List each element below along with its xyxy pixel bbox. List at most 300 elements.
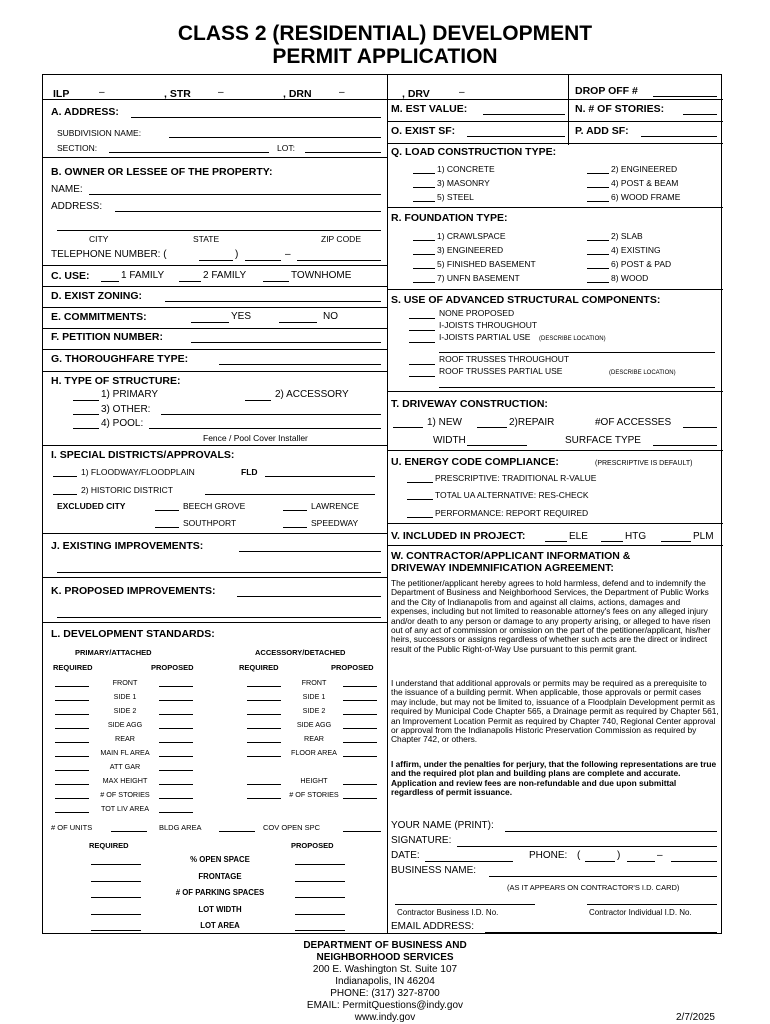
lot-standard-required-field[interactable] — [91, 914, 141, 915]
row-divider — [43, 349, 387, 350]
fld-label: FLD — [241, 467, 258, 477]
total-ua-label: TOTAL UA ALTERNATIVE: RES-CHECK — [435, 490, 589, 500]
townhome-label: TOWNHOME — [291, 270, 352, 281]
primary-proposed-header: PROPOSED — [151, 663, 194, 672]
foundation-type-label: 3) ENGINEERED — [437, 245, 504, 255]
load-type-label: 3) MASONRY — [437, 178, 490, 188]
ijoists-partial-check[interactable] — [409, 342, 435, 343]
accessory-standard-label: HEIGHT — [300, 776, 328, 785]
row-divider — [387, 143, 723, 144]
bottom-proposed-header: PROPOSED — [291, 841, 334, 850]
foundation-type-label: 2) SLAB — [611, 231, 643, 241]
roof-throughout-label: ROOF TRUSSES THROUGHOUT — [439, 354, 570, 364]
petition-label: F. PETITION NUMBER: — [51, 331, 163, 343]
petition-field[interactable] — [191, 342, 381, 343]
lot-standard-proposed-field[interactable] — [295, 897, 345, 898]
department-footer — [0, 940, 770, 1024]
driveway-repair-label: 2)REPAIR — [509, 417, 555, 428]
accessory-proposed-field[interactable] — [343, 742, 377, 743]
load-type-label: 1) CONCRETE — [437, 164, 495, 174]
performance-check[interactable] — [407, 517, 433, 518]
ijoists-partial-label: I-JOISTS PARTIAL USE — [439, 332, 531, 342]
primary-required-field[interactable] — [55, 756, 89, 757]
phone-area-field[interactable] — [585, 861, 615, 862]
existing-improvements-field[interactable] — [239, 551, 381, 552]
date-field[interactable] — [425, 861, 513, 862]
primary-attached-header: PRIMARY/ATTACHED — [75, 648, 152, 657]
address-label: A. ADDRESS: — [51, 106, 119, 118]
driveway-label: T. DRIVEWAY CONSTRUCTION: — [391, 398, 548, 410]
existing-improvements-label: J. EXISTING IMPROVEMENTS: — [51, 540, 204, 552]
approvals-paragraph: I understand that additional approvals or permits may be required as a prerequisite to the issuance of a building permit. When applicable, those approvals or permit cases may include, but may not be limited to, issuance of a Floodplain Development permit as required by Municipal Code Chapter 565, a Drainage permit as required by Chapter 561, an Improvement Location Permit as required by Chapter 740, Regional Center approval or approval from the Indianapolis Historic Preservation Commission as required by Chapter 742, or others. — [391, 678, 719, 745]
roof-location-field[interactable] — [439, 387, 715, 388]
accessory-check[interactable] — [245, 400, 271, 401]
two-family-check[interactable] — [179, 281, 201, 282]
lot-standard-label: LOT WIDTH — [198, 904, 242, 914]
accessory-standard-label: SIDE 1 — [302, 692, 326, 701]
htg-label: HTG — [625, 531, 647, 542]
primary-required-header: REQUIRED — [53, 663, 93, 672]
driveway-repair-check[interactable] — [477, 427, 507, 428]
row-divider — [43, 533, 387, 534]
lot-standard-required-field[interactable] — [91, 881, 141, 882]
primary-required-field[interactable] — [55, 700, 89, 701]
row-divider — [43, 445, 387, 446]
accessory-standard-label: FLOOR AREA — [291, 748, 337, 757]
row-divider — [43, 307, 387, 308]
roof-throughout-check[interactable] — [409, 364, 435, 365]
load-type-check[interactable] — [587, 201, 609, 202]
your-name-label: YOUR NAME (PRINT): — [391, 820, 494, 831]
primary-proposed-field[interactable] — [159, 756, 193, 757]
lawrence-label: LAWRENCE — [311, 501, 359, 511]
lawrence-check[interactable] — [283, 510, 307, 511]
phone-open: ( — [577, 850, 581, 861]
thoroughfare-field[interactable] — [219, 364, 381, 365]
email-label: EMAIL ADDRESS: — [391, 921, 474, 932]
telephone-label: TELEPHONE NUMBER: ( — [51, 249, 167, 260]
stories-field[interactable] — [683, 114, 717, 115]
lot-standard-label: LOT AREA — [200, 921, 240, 930]
foundation-type-label: 5) FINISHED BASEMENT — [437, 259, 536, 269]
address-field[interactable] — [131, 117, 381, 118]
row-divider — [43, 371, 387, 372]
business-name-label: BUSINESS NAME: — [391, 865, 477, 876]
roof-partial-label: ROOF TRUSSES PARTIAL USE — [439, 366, 563, 376]
drv-label: , DRV — [402, 88, 430, 100]
accessory-proposed-header: PROPOSED — [331, 663, 374, 672]
owner-label: B. OWNER OR LESSEE OF THE PROPERTY: — [51, 166, 273, 178]
add-sf-label: P. ADD SF: — [575, 125, 629, 137]
revision-date: 2/7/2025 — [676, 1012, 715, 1023]
department-address-1: 200 E. Washington St. Suite 107 — [312, 964, 458, 975]
accessory-required-field[interactable] — [247, 784, 281, 785]
row-divider — [387, 121, 723, 122]
phone-close: ) — [617, 850, 621, 861]
contractor-individual-id-field[interactable] — [587, 904, 717, 905]
none-proposed-label: NONE PROPOSED — [439, 308, 515, 318]
accessory-standard-label: FRONT — [301, 678, 327, 687]
driveway-new-label: 1) NEW — [427, 417, 462, 428]
development-standards-label: L. DEVELOPMENT STANDARDS: — [51, 628, 215, 640]
contractor-individual-id-label: Contractor Individual I.D. No. — [589, 908, 692, 917]
commitments-no-label: NO — [323, 311, 338, 322]
primary-proposed-field[interactable] — [159, 784, 193, 785]
load-type-label: 2) ENGINEERED — [611, 164, 678, 174]
section-field[interactable] — [109, 152, 269, 153]
primary-standard-label: FRONT — [112, 678, 138, 687]
lot-standard-required-field[interactable] — [91, 897, 141, 898]
title-line-1: CLASS 2 (RESIDENTIAL) DEVELOPMENT — [177, 22, 593, 45]
ijoists-throughout-check[interactable] — [409, 330, 435, 331]
row-divider — [43, 328, 387, 329]
foundation-type-label: 7) UNFN BASEMENT — [437, 273, 520, 283]
row-divider — [43, 157, 387, 158]
your-name-field[interactable] — [505, 831, 717, 832]
drop-off-label: DROP OFF # — [575, 85, 638, 97]
existing-improvements-field-2[interactable] — [57, 572, 381, 573]
surface-type-field[interactable] — [653, 445, 717, 446]
included-label: V. INCLUDED IN PROJECT: — [391, 530, 526, 542]
load-type-check[interactable] — [413, 187, 435, 188]
accessory-proposed-field[interactable] — [343, 686, 377, 687]
lot-label: LOT: — [277, 143, 295, 153]
lot-standard-required-field[interactable] — [91, 930, 141, 931]
foundation-type-check[interactable] — [413, 282, 435, 283]
lot-standard-proposed-field[interactable] — [295, 864, 345, 865]
beech-grove-label: BEECH GROVE — [183, 501, 246, 511]
load-construction-label: Q. LOAD CONSTRUCTION TYPE: — [391, 146, 557, 158]
foundation-type-check[interactable] — [587, 254, 609, 255]
row-divider — [43, 577, 387, 578]
accessory-required-field[interactable] — [247, 742, 281, 743]
primary-standard-label: TOT LIV AREA — [100, 804, 150, 813]
roof-partial-check[interactable] — [409, 376, 435, 377]
speedway-label: SPEEDWAY — [311, 518, 359, 528]
accessory-required-field[interactable] — [247, 700, 281, 701]
accessory-proposed-field[interactable] — [343, 728, 377, 729]
accessory-proposed-field[interactable] — [343, 784, 377, 785]
foundation-type-check[interactable] — [587, 268, 609, 269]
owner-address-label: ADDRESS: — [51, 201, 103, 212]
owner-address-field[interactable] — [115, 211, 381, 212]
primary-label: 1) PRIMARY — [101, 389, 159, 400]
email-field[interactable] — [485, 932, 717, 933]
plm-label: PLM — [693, 531, 714, 542]
signature-field[interactable] — [457, 846, 717, 847]
title-line-2: PERMIT APPLICATION — [272, 45, 498, 68]
accessory-required-field[interactable] — [247, 714, 281, 715]
department-email[interactable]: EMAIL: PermitQuestions@indy.gov — [306, 1000, 464, 1011]
as-appears-note: (AS IT APPEARS ON CONTRACTOR'S I.D. CARD) — [507, 883, 680, 892]
proposed-improvements-label: K. PROPOSED IMPROVEMENTS: — [51, 585, 216, 597]
zoning-field[interactable] — [165, 301, 381, 302]
accessory-proposed-field[interactable] — [343, 756, 377, 757]
lot-standard-label: # OF PARKING SPACES — [175, 888, 265, 897]
one-family-label: 1 FAMILY — [121, 270, 165, 281]
accessory-proposed-field[interactable] — [343, 714, 377, 715]
load-type-check[interactable] — [587, 173, 609, 174]
none-proposed-check[interactable] — [409, 318, 435, 319]
signature-label: SIGNATURE: — [391, 835, 452, 846]
telephone-dash: – — [285, 249, 291, 260]
primary-required-field[interactable] — [55, 770, 89, 771]
telephone-line-field[interactable] — [297, 260, 381, 261]
row-divider — [43, 286, 387, 287]
drv-dash: – — [459, 87, 465, 98]
excluded-city-label: EXCLUDED CITY — [57, 501, 126, 511]
primary-standard-label: REAR — [115, 734, 135, 743]
department-name-1: DEPARTMENT OF BUSINESS AND — [303, 940, 467, 951]
primary-proposed-field[interactable] — [159, 798, 193, 799]
ijoists-describe-note: (DESCRIBE LOCATION) — [539, 336, 606, 342]
foundation-type-label: R. FOUNDATION TYPE: — [391, 212, 508, 224]
roof-describe-note: (DESCRIBE LOCATION) — [609, 370, 676, 376]
load-type-check[interactable] — [587, 187, 609, 188]
commitments-yes-label: YES — [231, 311, 252, 322]
primary-standard-label: SIDE AGG — [107, 720, 143, 729]
est-value-field[interactable] — [483, 114, 565, 115]
telephone-area-field[interactable] — [199, 260, 233, 261]
units-field[interactable] — [111, 831, 147, 832]
units-label: # OF UNITS — [51, 823, 93, 832]
lot-standard-proposed-field[interactable] — [295, 914, 345, 915]
cell-divider — [568, 99, 569, 145]
foundation-type-check[interactable] — [587, 240, 609, 241]
surface-type-label: SURFACE TYPE — [565, 435, 641, 446]
primary-required-field[interactable] — [55, 798, 89, 799]
historic-check[interactable] — [53, 494, 77, 495]
structural-components-label: S. USE OF ADVANCED STRUCTURAL COMPONENTS: — [391, 294, 661, 306]
subdivision-label: SUBDIVISION NAME: — [57, 128, 142, 138]
historic-field[interactable] — [205, 494, 375, 495]
use-label: C. USE: — [51, 270, 90, 282]
accessory-proposed-field[interactable] — [343, 798, 377, 799]
special-districts-label: I. SPECIAL DISTRICTS/APPROVALS: — [51, 449, 235, 461]
primary-standard-label: SIDE 2 — [113, 706, 137, 715]
department-phone: PHONE: (317) 327-8700 — [330, 988, 440, 999]
phone-dash: – — [657, 850, 663, 861]
primary-required-field[interactable] — [55, 742, 89, 743]
htg-check[interactable] — [601, 541, 623, 542]
southport-label: SOUTHPORT — [183, 518, 237, 528]
drn-dash: – — [339, 87, 345, 98]
cov-open-label: COV OPEN SPC — [263, 823, 321, 832]
row-divider — [387, 391, 723, 392]
lot-standard-proposed-field[interactable] — [295, 881, 345, 882]
primary-proposed-field[interactable] — [159, 686, 193, 687]
phone-line-field[interactable] — [671, 861, 717, 862]
primary-standard-label: MAX HEIGHT — [102, 776, 148, 785]
accesses-label: #OF ACCESSES — [595, 417, 672, 428]
fence-installer-label: Fence / Pool Cover Installer — [203, 433, 308, 443]
other-field[interactable] — [161, 414, 381, 415]
commitments-no-check[interactable] — [279, 322, 317, 323]
fld-field[interactable] — [265, 476, 375, 477]
primary-required-field[interactable] — [55, 728, 89, 729]
load-type-label: 4) POST & BEAM — [611, 178, 679, 188]
bottom-required-header: REQUIRED — [89, 841, 129, 850]
department-website[interactable]: www.indy.gov — [354, 1012, 416, 1023]
lot-standard-label: FRONTAGE — [198, 871, 242, 881]
pool-label: 4) POOL: — [101, 418, 144, 429]
foundation-type-check[interactable] — [587, 282, 609, 283]
primary-required-field[interactable] — [55, 714, 89, 715]
column-divider — [387, 75, 388, 933]
bldg-area-label: BLDG AREA — [159, 823, 202, 832]
thoroughfare-label: G. THOROUGHFARE TYPE: — [51, 353, 189, 365]
beech-grove-check[interactable] — [155, 510, 179, 511]
load-type-check[interactable] — [413, 201, 435, 202]
section-label: SECTION: — [57, 143, 98, 153]
foundation-type-label: 8) WOOD — [611, 273, 649, 283]
row-divider — [387, 523, 723, 524]
primary-standard-label: SIDE 1 — [113, 692, 137, 701]
historic-label: 2) HISTORIC DISTRICT — [81, 485, 173, 495]
zip-label: ZIP CODE — [321, 234, 361, 244]
row-divider — [43, 265, 387, 266]
ele-label: ELE — [569, 531, 588, 542]
primary-required-field[interactable] — [55, 686, 89, 687]
row-divider — [43, 99, 387, 100]
primary-proposed-field[interactable] — [159, 812, 193, 813]
two-family-label: 2 FAMILY — [203, 270, 247, 281]
accessory-required-field[interactable] — [247, 728, 281, 729]
str-label: , STR — [164, 88, 191, 100]
row-divider — [43, 622, 387, 623]
driveway-width-label: WIDTH — [433, 435, 466, 446]
cov-open-field[interactable] — [343, 831, 381, 832]
contractor-business-id-field[interactable] — [395, 904, 535, 905]
pool-field[interactable] — [149, 428, 381, 429]
one-family-check[interactable] — [101, 281, 119, 282]
ilp-label: ILP — [53, 88, 70, 100]
total-ua-check[interactable] — [407, 499, 433, 500]
townhome-check[interactable] — [263, 281, 289, 282]
city-label: CITY — [89, 234, 109, 244]
business-name-field[interactable] — [489, 876, 717, 877]
floodway-check[interactable] — [53, 476, 77, 477]
load-type-check[interactable] — [413, 173, 435, 174]
proposed-improvements-field-2[interactable] — [57, 617, 381, 618]
commitments-label: E. COMMITMENTS: — [51, 311, 147, 323]
driveway-width-field[interactable] — [467, 445, 527, 446]
page-title — [0, 22, 770, 68]
primary-proposed-field[interactable] — [159, 742, 193, 743]
driveway-new-check[interactable] — [393, 427, 423, 428]
telephone-close: ) — [235, 249, 239, 260]
primary-check[interactable] — [73, 400, 99, 401]
prescriptive-check[interactable] — [407, 482, 433, 483]
exist-sf-label: O. EXIST SF: — [391, 125, 456, 137]
accessory-required-field[interactable] — [247, 756, 281, 757]
foundation-type-label: 1) CRAWLSPACE — [437, 231, 506, 241]
subdivision-field[interactable] — [169, 137, 381, 138]
telephone-prefix-field[interactable] — [245, 260, 281, 261]
primary-proposed-field[interactable] — [159, 714, 193, 715]
accesses-field[interactable] — [683, 427, 717, 428]
plm-check[interactable] — [661, 541, 691, 542]
contractor-title-2: DRIVEWAY INDEMNIFICATION AGREEMENT: — [391, 562, 614, 574]
lot-field[interactable] — [305, 152, 381, 153]
row-divider — [387, 450, 723, 451]
floodway-label: 1) FLOODWAY/FLOODPLAIN — [81, 467, 195, 477]
prescriptive-label: PRESCRIPTIVE: TRADITIONAL R-VALUE — [435, 473, 597, 483]
name-label: NAME: — [51, 184, 83, 195]
accessory-detached-header: ACCESSORY/DETACHED — [255, 648, 346, 657]
load-type-label: 6) WOOD FRAME — [611, 192, 681, 202]
contractor-title-1: W. CONTRACTOR/APPLICANT INFORMATION & — [391, 550, 631, 562]
foundation-type-check[interactable] — [413, 240, 435, 241]
primary-proposed-field[interactable] — [159, 770, 193, 771]
lot-standard-proposed-field[interactable] — [295, 930, 345, 931]
str-dash: – — [218, 87, 224, 98]
bldg-area-field[interactable] — [219, 831, 255, 832]
speedway-check[interactable] — [283, 527, 307, 528]
est-value-label: M. EST VALUE: — [391, 103, 468, 115]
owner-name-field[interactable] — [89, 194, 381, 195]
stories-label: N. # OF STORIES: — [575, 103, 665, 115]
primary-required-field[interactable] — [55, 812, 89, 813]
accessory-proposed-field[interactable] — [343, 700, 377, 701]
phone-label: PHONE: — [529, 850, 568, 861]
contractor-business-id-label: Contractor Business I.D. No. — [397, 908, 499, 917]
other-label: 3) OTHER: — [101, 404, 151, 415]
accessory-required-header: REQUIRED — [239, 663, 279, 672]
proposed-improvements-field[interactable] — [237, 596, 381, 597]
energy-default-note: (PRESCRIPTIVE IS DEFAULT) — [595, 460, 693, 467]
primary-proposed-field[interactable] — [159, 728, 193, 729]
accessory-label: 2) ACCESSORY — [275, 389, 349, 400]
primary-standard-label: MAIN FL AREA — [100, 748, 150, 757]
exist-sf-field[interactable] — [467, 136, 565, 137]
foundation-type-label: 6) POST & PAD — [611, 259, 672, 269]
row-divider — [387, 289, 723, 290]
drn-label: , DRN — [283, 88, 312, 100]
foundation-type-check[interactable] — [413, 268, 435, 269]
lot-standard-label: % OPEN SPACE — [190, 855, 250, 864]
ilp-dash: – — [99, 87, 105, 98]
ijoists-throughout-label: I-JOISTS THROUGHOUT — [439, 320, 538, 330]
add-sf-field[interactable] — [641, 136, 717, 137]
accessory-required-field[interactable] — [247, 686, 281, 687]
row-divider — [387, 545, 723, 546]
southport-check[interactable] — [155, 527, 179, 528]
accessory-required-field[interactable] — [247, 798, 281, 799]
lot-standard-required-field[interactable] — [91, 864, 141, 865]
row-divider — [387, 207, 723, 208]
commitments-yes-check[interactable] — [191, 322, 229, 323]
energy-code-label: U. ENERGY CODE COMPLIANCE: — [391, 456, 559, 468]
primary-proposed-field[interactable] — [159, 700, 193, 701]
permit-form — [42, 74, 722, 934]
owner-city-field[interactable] — [57, 230, 381, 231]
pool-check[interactable] — [73, 428, 99, 429]
row-divider — [387, 99, 723, 100]
drop-off-field[interactable] — [653, 96, 717, 97]
date-label: DATE: — [391, 850, 420, 861]
department-address-2: Indianapolis, IN 46204 — [335, 976, 435, 987]
structure-type-label: H. TYPE OF STRUCTURE: — [51, 375, 181, 387]
other-check[interactable] — [73, 414, 99, 415]
foundation-type-label: 4) EXISTING — [611, 245, 661, 255]
foundation-type-check[interactable] — [413, 254, 435, 255]
primary-required-field[interactable] — [55, 784, 89, 785]
ele-check[interactable] — [545, 541, 567, 542]
accessory-standard-label: # OF STORIES — [289, 790, 339, 799]
phone-prefix-field[interactable] — [627, 861, 655, 862]
primary-standard-label: ATT GAR — [109, 762, 141, 771]
